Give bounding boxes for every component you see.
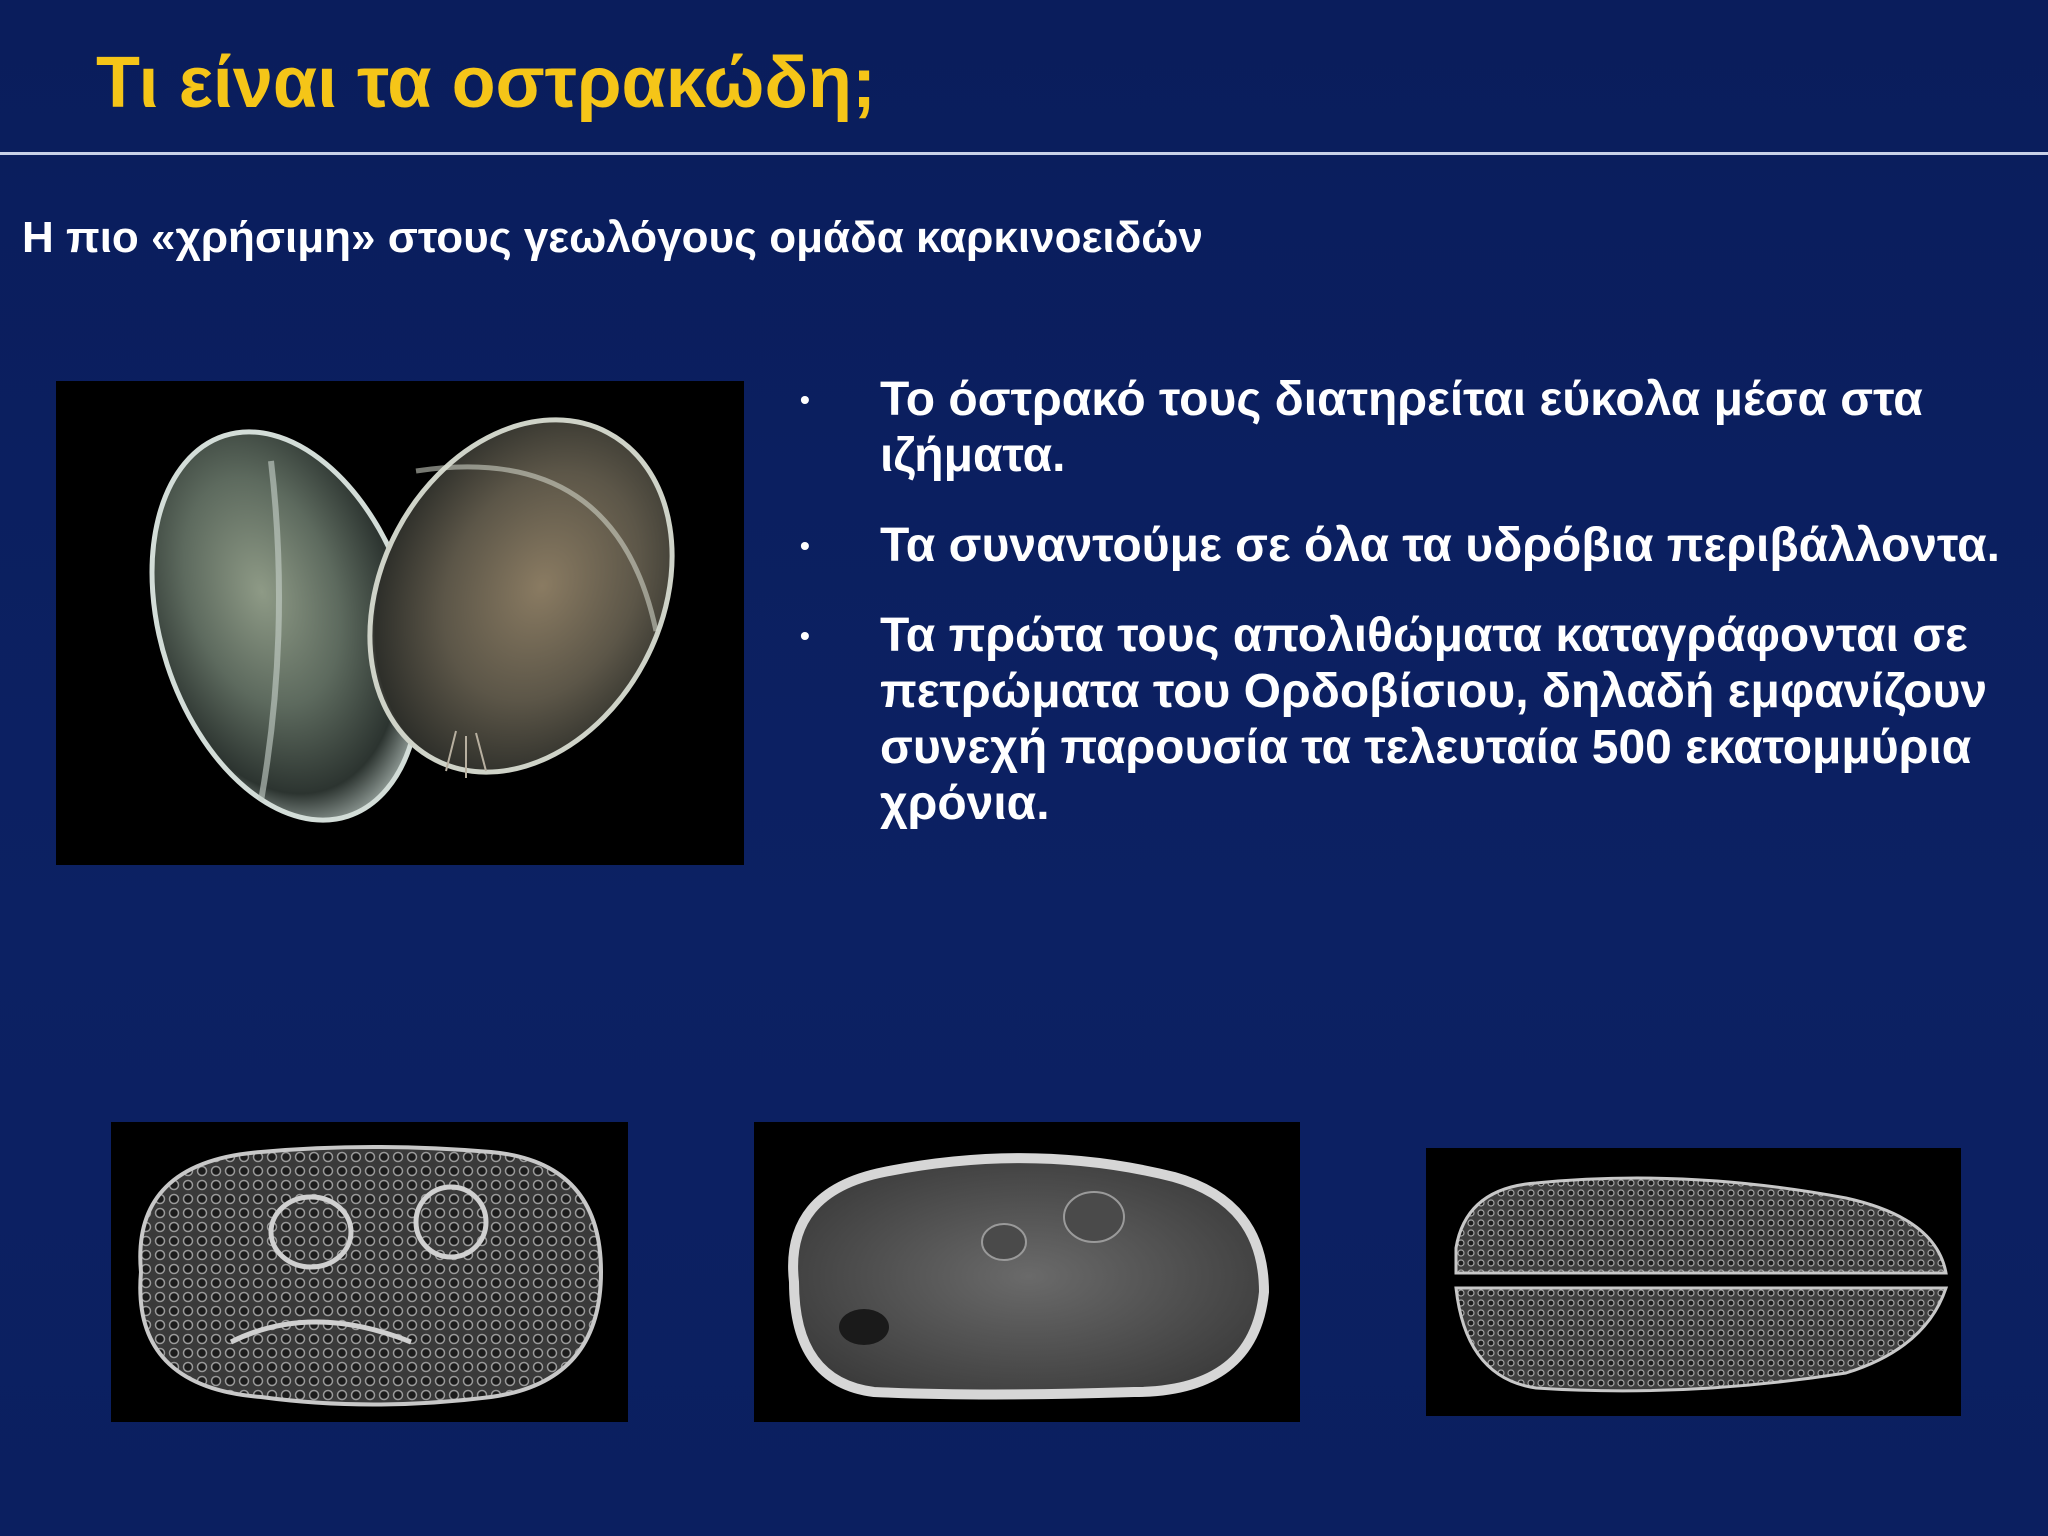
slide-subtitle: Η πιο «χρήσιμη» στους γεωλόγους ομάδα καρκινοειδών [22,213,1203,262]
sem-ostracod-image [1426,1148,1961,1416]
bullet-text: Το όστρακό τους διατηρείται εύκολα μέσα στα ιζήματα. [880,373,1923,482]
bullet-list [800,372,2000,866]
bullet-marker: • [800,620,810,651]
ostracod-photo [56,381,744,865]
title-divider [0,152,2048,155]
bullet-text: Τα πρώτα τους απολιθώματα καταγράφονται σε πετρώματα του Ορδοβίσιου, δηλαδή εμφανίζουν συνεχή παρουσία τα τελευταία 500 εκατομμύρια χρόνια. [880,609,1988,830]
bullet-marker: • [800,384,810,415]
bullet-item [800,608,2000,832]
bullet-text: Τα συναντούμε σε όλα τα υδρόβια περιβάλλοντα. [880,519,2000,572]
sem-ostracod-image [111,1122,628,1422]
bullet-marker: • [800,530,810,561]
sem-ostracod-image [754,1122,1300,1422]
slide-title: Τι είναι τα οστρακώδη; [96,43,876,123]
bullet-item [800,518,2000,574]
bullet-item [800,372,2000,484]
